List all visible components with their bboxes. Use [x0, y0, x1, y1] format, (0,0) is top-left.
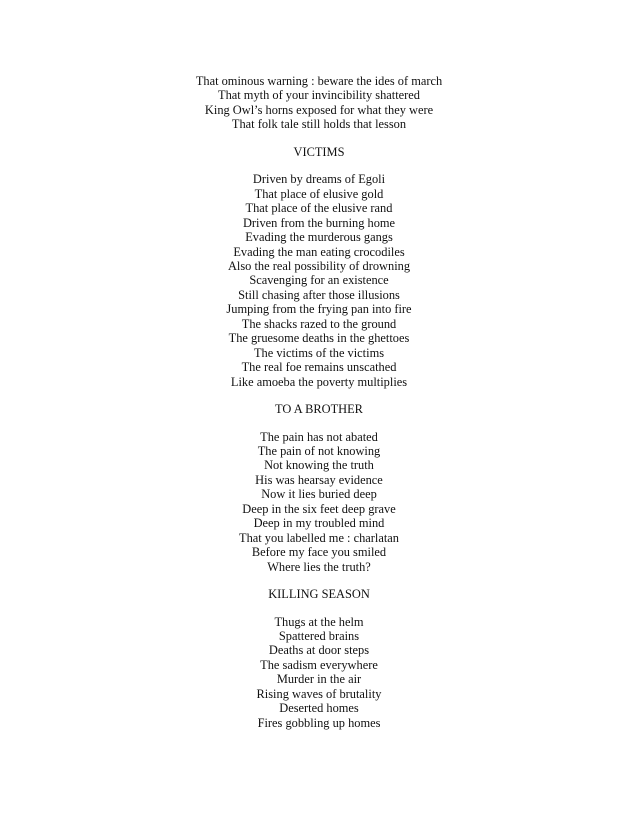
poem-line: Rising waves of brutality: [256, 686, 382, 701]
intro-line: That myth of your invincibility shattered: [218, 88, 420, 103]
poem-line: Driven by dreams of Egoli: [252, 172, 386, 187]
intro-line: That ominous warning : beware the ides of march: [195, 74, 443, 88]
intro-stanza: [0, 74, 638, 132]
poem-line: Deaths at door steps: [268, 643, 370, 658]
intro-line: King Owl’s horns exposed for what they were: [204, 102, 434, 117]
poem-line: His was hearsay evidence: [255, 472, 383, 487]
poem-line: Not knowing the truth: [264, 458, 374, 473]
poem-line: Fires gobbling up homes: [257, 715, 381, 730]
poem-line: The pain of not knowing: [257, 443, 381, 458]
poem-line: Spattered brains: [278, 628, 360, 643]
poem-line: Before my face you smiled: [251, 545, 387, 560]
poem-line: Deserted homes: [279, 701, 359, 716]
intro-line: That folk tale still holds that lesson: [231, 117, 407, 132]
poem-line: Also the real possibility of drowning: [227, 258, 411, 273]
poem-body-victims: [0, 172, 638, 389]
poem-line: The real foe remains unscathed: [241, 360, 397, 375]
poem-line: Still chasing after those illusions: [238, 287, 400, 302]
poem-line: Like amoeba the poverty multiplies: [230, 374, 408, 389]
poem-line: That place of the elusive rand: [245, 201, 393, 216]
poem-line: Scavenging for an existence: [249, 273, 389, 288]
poem-line: The victims of the victims: [253, 345, 385, 360]
poem-title-victims: VICTIMS: [293, 144, 345, 159]
poem-line: Thugs at the helm: [274, 614, 364, 629]
poem-line: Evading the murderous gangs: [245, 230, 393, 245]
poem-line: The shacks razed to the ground: [241, 316, 397, 331]
poem-title-to-a-brother: TO A BROTHER: [275, 402, 363, 417]
poem-line: Jumping from the frying pan into fire: [226, 302, 412, 317]
poem-body-to-a-brother: [0, 430, 638, 575]
poem-line: Deep in the six feet deep grave: [242, 501, 396, 516]
poem-line: Evading the man eating crocodiles: [233, 244, 405, 259]
poem-line: The sadism everywhere: [260, 657, 378, 672]
poem-line: That place of elusive gold: [254, 186, 384, 201]
poem-title-killing-season: KILLING SEASON: [268, 587, 370, 602]
poem-line: Murder in the air: [276, 672, 362, 687]
poem-line: Now it lies buried deep: [261, 487, 377, 502]
poem-line: Deep in my troubled mind: [253, 516, 385, 531]
poem-body-killing-season: [0, 615, 638, 731]
poem-line: Driven from the burning home: [242, 215, 396, 230]
poem-line: The pain has not abated: [260, 429, 378, 444]
poem-line: Where lies the truth?: [267, 559, 371, 574]
poem-line: That you labelled me : charlatan: [239, 530, 399, 545]
poem-line: The gruesome deaths in the ghettoes: [228, 331, 410, 346]
poem-text-column: [0, 74, 638, 730]
